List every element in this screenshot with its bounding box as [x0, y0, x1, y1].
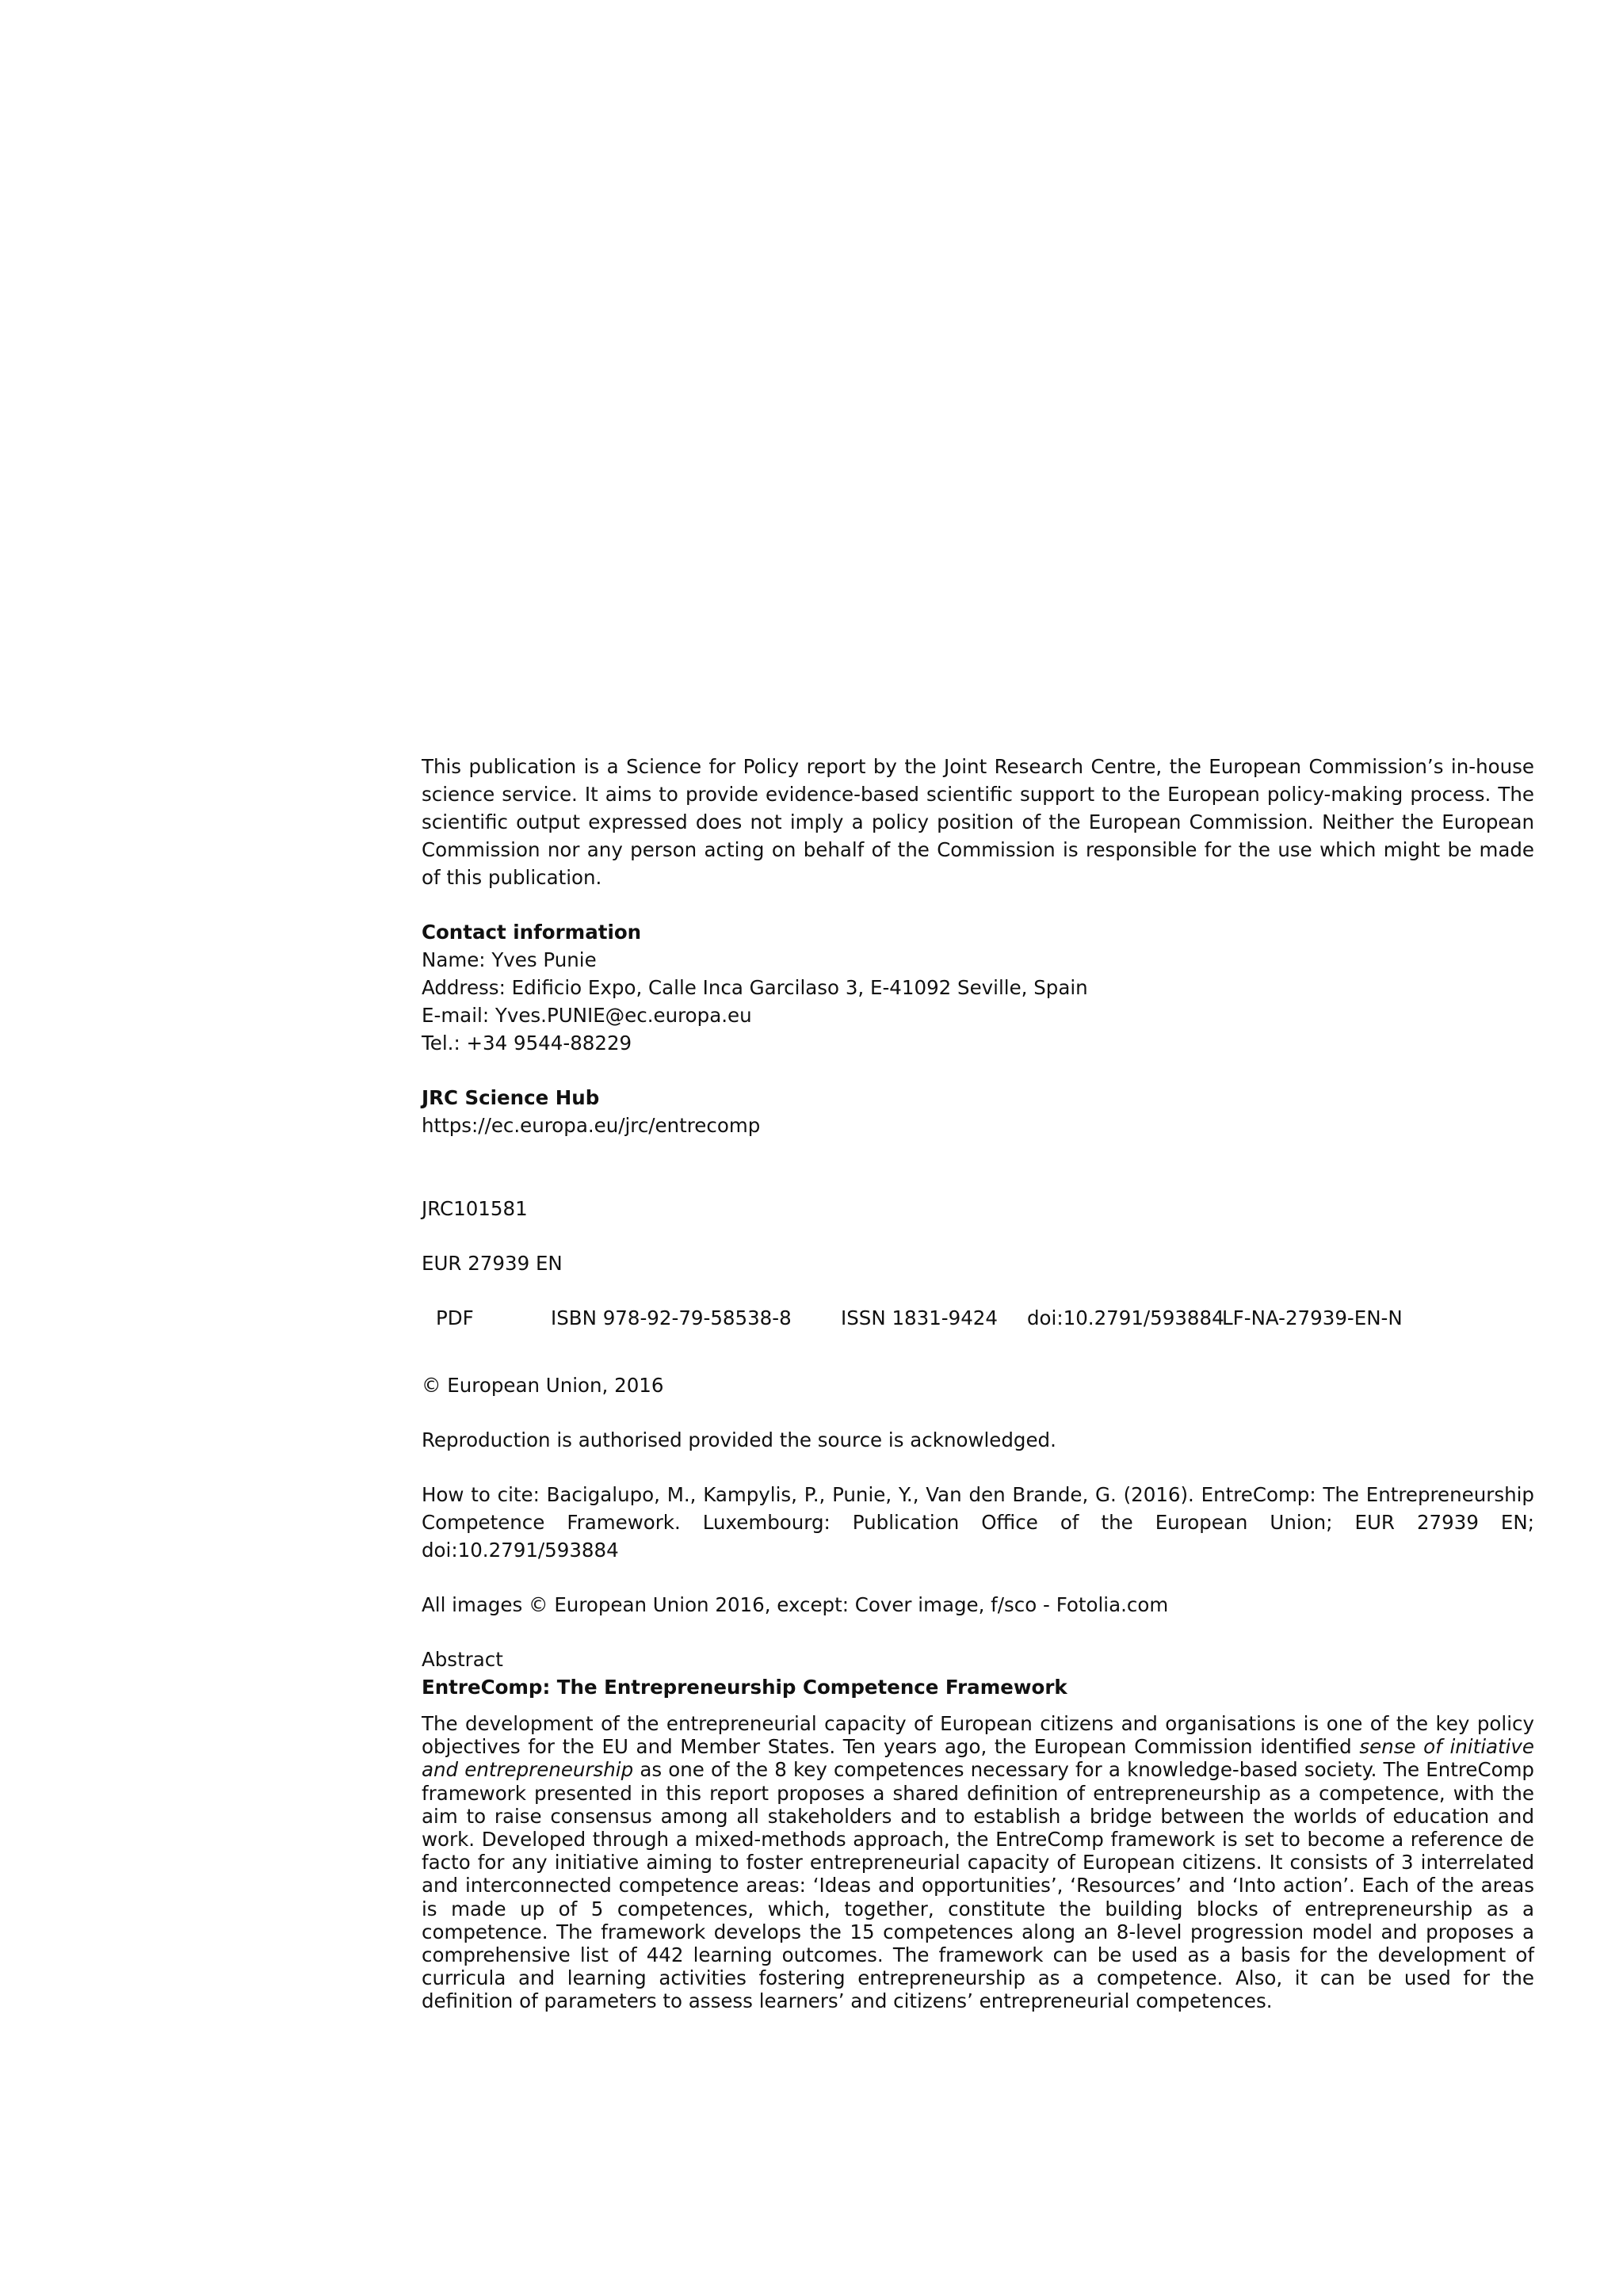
catalogue-number: LF-NA-27939-EN-N — [1222, 1306, 1403, 1329]
format-label: PDF — [436, 1306, 474, 1329]
abstract-title: EntreComp: The Entrepreneurship Competence Framework — [422, 1676, 1067, 1699]
identifiers-row — [422, 1304, 1534, 1332]
isbn: ISBN 978-92-79-58538-8 — [551, 1306, 792, 1329]
abstract-text — [422, 1712, 1534, 2013]
hub-block — [422, 1084, 1534, 1139]
jrc-number: JRC101581 — [422, 1197, 528, 1220]
disclaimer-paragraph: This publication is a Science for Policy report by the Joint Research Centre, the European Commission’s in-house science service. It aims to provide evidence-based scientific support to the European policy-making process. The scientific output expressed does not imply a policy position of the European Commission. Neither the European Commission nor any person acting on behalf of the Commission is responsible for the use which might be made of this publication. — [422, 755, 1534, 889]
hub-url-link[interactable]: https://ec.europa.eu/jrc/entrecomp — [422, 1114, 761, 1137]
contact-heading: Contact information — [422, 921, 642, 944]
doi: doi:10.2791/593884 — [1027, 1306, 1224, 1329]
contact-block — [422, 918, 1534, 1057]
abstract-text-part-2: as one of the 8 key competences necessary for a knowledge-based society. The EntreComp framework presented in this report proposes a shared definition of entrepreneurship as a competence, with the aim to raise consensus among all stakeholders and to establish a bridge between the worlds of education and work. Developed through a mixed-methods approach, the EntreComp framework is set to become a reference de facto for any initiative aiming to foster entrepreneurial capacity of European citizens. It consists of 3 interrelated and interconnected competence areas: ‘Ideas and opportunities’, ‘Resources’ and ‘Into action’. Each of the areas is made up of 5 competences, which, together, constitute the building blocks of entrepreneurship as a competence. The framework develops the 15 competences along an 8-level progression model and proposes a comprehensive list of 442 learning outcomes. The framework can be used as a basis for the development of curricula and learning activities fostering entrepreneurship as a competence. Also, it can be used for the definition of parameters to assess learners’ and citizens’ entrepreneurial competences. — [422, 1758, 1534, 2013]
abstract-label: Abstract — [422, 1648, 503, 1671]
contact-name: Name: Yves Punie — [422, 948, 597, 971]
eur-number: EUR 27939 EN — [422, 1252, 563, 1275]
abstract-text-part-1: The development of the entrepreneurial capacity of European citizens and organisations is one of the key policy objectives for the EU and Member States. Ten years ago, the European Commission identified — [422, 1712, 1534, 1759]
contact-email: E-mail: Yves.PUNIE@ec.europa.eu — [422, 1004, 752, 1027]
contact-address: Address: Edificio Expo, Calle Inca Garcilaso 3, E-41092 Seville, Spain — [422, 976, 1088, 999]
abstract-section — [422, 1646, 1534, 2013]
reproduction-notice: Reproduction is authorised provided the source is acknowledged. — [422, 1428, 1056, 1451]
copyright-notice: © European Union, 2016 — [422, 1374, 664, 1397]
issn: ISSN 1831-9424 — [841, 1306, 998, 1329]
hub-heading: JRC Science Hub — [422, 1086, 600, 1109]
abstract-text-italic: sense of initiative and entrepreneurship — [422, 1735, 1534, 1782]
citation-paragraph: How to cite: Bacigalupo, M., Kampylis, P., Punie, Y., Van den Brande, G. (2016). EntreComp: The Entrepreneurship Competence Framework. Luxembourg: Publication Office of the European Union; EUR 27939 EN; doi:10.2791/593884 — [422, 1483, 1534, 1562]
images-credit: All images © European Union 2016, except: Cover image, f/sco - Fotolia.com — [422, 1593, 1169, 1616]
contact-tel: Tel.: +34 9544-88229 — [422, 1032, 632, 1055]
colophon-page — [422, 753, 1534, 2013]
